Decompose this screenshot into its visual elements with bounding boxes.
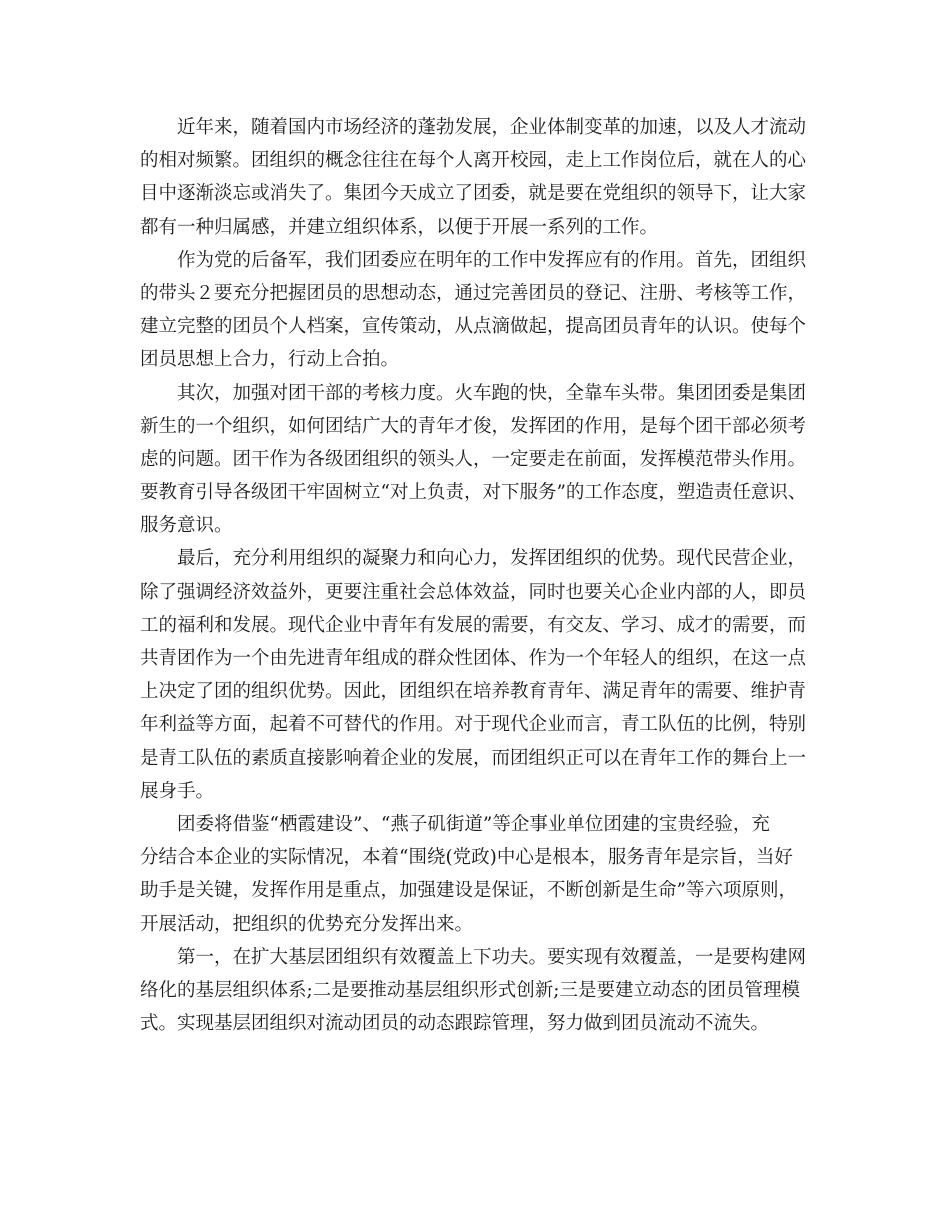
text-line: 的带头２要充分把握团员的思想动态，通过完善团员的登记、注册、考核等工作， [140,282,807,304]
text-line: 其次，加强对团干部的考核力度。火车跑的快，全靠车头带。集团团委是集团 [177,382,807,404]
text-line: 作为党的后备军，我们团委应在明年的工作中发挥应有的作用。首先，团组织 [177,249,807,271]
text-line: 的相对频繁。团组织的概念往往在每个人离开校园，走上工作岗位后，就在人的心 [140,150,807,172]
text-line: 络化的基层组织体系;二是要推动基层组织形式创新;三是要建立动态的团员管理模 [140,979,800,1001]
paragraph-1 [140,111,820,244]
text-line: 助手是关键，发挥作用是重点，加强建设是保证，不断创新是生命”等六项原则， [140,880,797,902]
text-line: 最后，充分利用组织的凝聚力和向心力，发挥团组织的优势。现代民营企业， [177,548,807,570]
text-line: 除了强调经济效益外，更要注重社会总体效益，同时也要关心企业内部的人，即员 [140,581,807,603]
text-line: 都有一种归属感，并建立组织体系，以便于开展一系列的工作。 [140,216,659,238]
text-line: 是青工队伍的素质直接影响着企业的发展，而团组织正可以在青年工作的舞台上一 [140,747,807,769]
text-line: 共青团作为一个由先进青年组成的群众性团体、作为一个年轻人的组织，在这一点 [140,648,807,669]
text-line: 分结合本企业的实际情况，本着“围绕(党政)中心是根本，服务青年是宗旨，当好 [140,847,793,869]
text-line: 工的福利和发展。现代企业中青年有发展的需要，有交友、学习、成才的需要，而 [140,614,807,636]
paragraph-6 [140,941,820,1041]
text-line: 第一，在扩大基层团组织有效覆盖上下功夫。要实现有效覆盖，一是要构建网 [177,946,807,968]
paragraph-2 [140,244,820,377]
document-body [140,111,820,1040]
text-line: 要教育引导各级团干牢固树立“对上负责，对下服务”的工作态度，塑造责任意识、 [140,482,807,504]
paragraph-3 [140,377,820,543]
text-line: 近年来，随着国内市场经济的蓬勃发展，企业体制变革的加速，以及人才流动 [177,117,807,138]
text-line: 式。实现基层团组织对流动团员的动态跟踪管理，努力做到团员流动不流失。 [140,1013,770,1035]
text-line: 上决定了团的组织优势。因此，团组织在培养教育青年、满足青年的需要、维护青 [140,681,807,703]
text-line: 服务意识。 [140,515,233,537]
text-line: 开展活动，把组织的优势充分发挥出来。 [140,913,474,935]
text-line: 新生的一个组织，如何团结广大的青年才俊，发挥团的作用，是每个团干部必须考 [140,415,807,437]
text-line: 目中逐渐淡忘或消失了。集团今天成立了团委，就是要在党组织的领导下，让大家 [140,183,807,205]
text-line: 建立完整的团员个人档案，宣传策动，从点滴做起，提高团员青年的认识。使每个 [140,316,807,338]
text-line: 团委将借鉴“栖霞建设”、“燕子矶街道”等企事业单位团建的宝贵经验，充 [177,813,770,835]
paragraph-5 [140,808,820,941]
text-line: 虑的问题。团干作为各级团组织的领头人，一定要走在前面，发挥模范带头作用。 [140,448,807,470]
text-line: 展身手。 [140,780,215,802]
paragraph-4 [140,542,820,808]
text-line: 年利益等方面，起着不可替代的作用。对于现代企业而言，青工队伍的比例，特别 [140,714,807,736]
text-line: 团员思想上合力，行动上合拍。 [140,349,400,371]
